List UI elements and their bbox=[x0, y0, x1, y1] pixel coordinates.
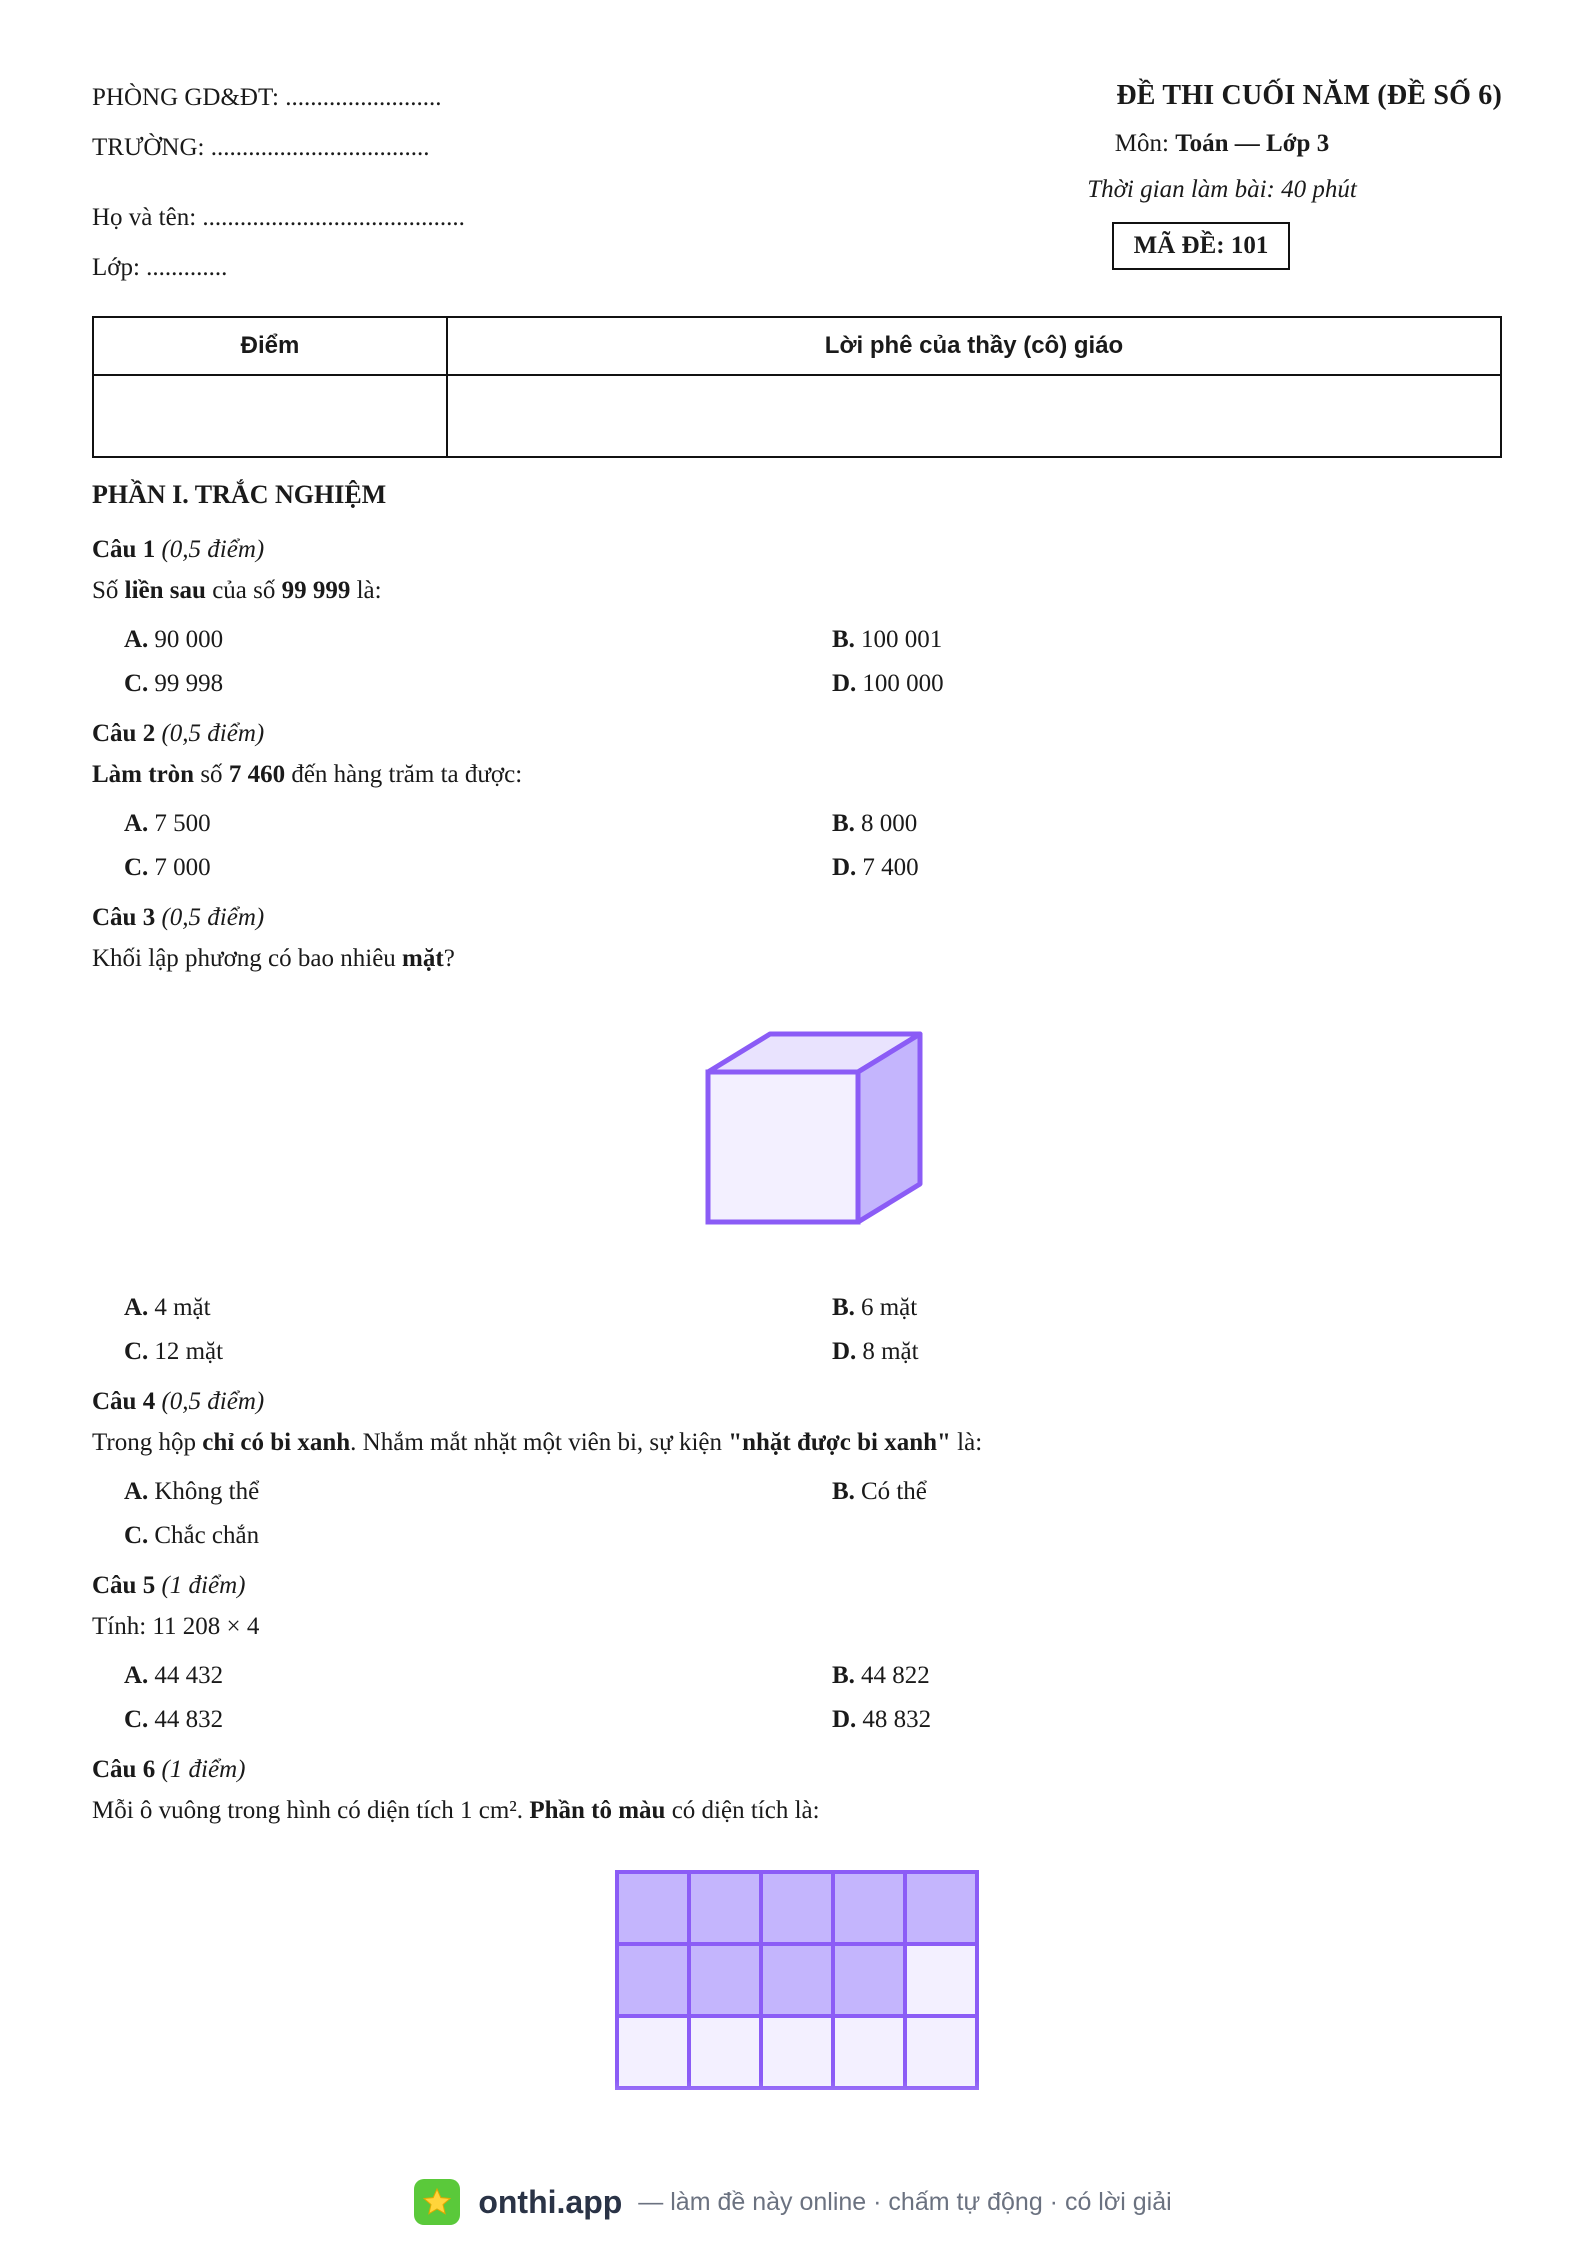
option-c[interactable]: C. 7 000 bbox=[124, 854, 211, 881]
grid-cell-empty bbox=[617, 2016, 689, 2088]
grid-cell-shaded bbox=[617, 1944, 689, 2016]
score-cell bbox=[93, 375, 447, 457]
option-b[interactable]: B. 6 mặt bbox=[832, 1294, 918, 1321]
option-c[interactable]: C. 12 mặt bbox=[124, 1338, 224, 1365]
grid-cell-shaded bbox=[689, 1872, 761, 1944]
area-grid bbox=[615, 1870, 979, 2090]
comment-cell bbox=[447, 375, 1501, 457]
cube-illustration bbox=[694, 1030, 934, 1230]
question-3-options bbox=[124, 1286, 1502, 1374]
grid-cell-empty bbox=[905, 2016, 977, 2088]
option-a[interactable]: A. 4 mặt bbox=[124, 1294, 211, 1321]
option-c[interactable]: C. Chắc chắn bbox=[124, 1522, 260, 1549]
question-6-header bbox=[92, 1750, 1502, 1790]
option-a[interactable]: A. Không thể bbox=[124, 1478, 260, 1505]
question-2-points: (0,5 điểm) bbox=[161, 720, 265, 747]
grid-cell-shaded bbox=[905, 1872, 977, 1944]
question-5-text: Tính: 11 208 × 4 bbox=[92, 1613, 260, 1640]
subject-line bbox=[942, 130, 1502, 158]
question-6-text: Mỗi ô vuông trong hình có diện tích 1 cm². Phần tô màu có diện tích là: bbox=[92, 1797, 820, 1824]
option-d[interactable]: D. 48 832 bbox=[832, 1706, 932, 1733]
class-line: Lớp: ............. bbox=[92, 254, 228, 281]
question-3-text: Khối lập phương có bao nhiêu mặt? bbox=[92, 945, 455, 972]
option-b[interactable]: B. 100 001 bbox=[832, 626, 943, 653]
question-3-label: Câu 3 bbox=[92, 904, 156, 931]
exam-title: ĐỀ THI CUỐI NĂM (ĐỀ SỐ 6) bbox=[1116, 80, 1502, 111]
comment-header: Lời phê của thầy (cô) giáo bbox=[447, 317, 1501, 375]
option-a[interactable]: A. 90 000 bbox=[124, 626, 224, 653]
dept-line: PHÒNG GD&ĐT: ......................... bbox=[92, 84, 442, 111]
cube-figure bbox=[92, 980, 1502, 1280]
duration: Thời gian làm bài: 40 phút bbox=[1087, 176, 1357, 203]
question-5-options bbox=[124, 1654, 1502, 1742]
footer-tagline: — làm đề này online · chấm tự động · có lời giải bbox=[638, 2187, 1172, 2216]
grid-cell-empty bbox=[905, 1944, 977, 2016]
footer-banner[interactable] bbox=[0, 2160, 1586, 2244]
grid-cell-shaded bbox=[833, 1872, 905, 1944]
question-3-points: (0,5 điểm) bbox=[161, 904, 265, 931]
question-5-points: (1 điểm) bbox=[161, 1572, 246, 1599]
question-2-label: Câu 2 bbox=[92, 720, 156, 747]
question-4-header bbox=[92, 1382, 1502, 1422]
exam-body bbox=[92, 480, 1502, 2170]
subject-value: Toán — Lớp 3 bbox=[1175, 130, 1330, 157]
question-1-label: Câu 1 bbox=[92, 536, 156, 563]
star-logo-icon bbox=[414, 2179, 460, 2225]
section-title: PHẦN I. TRẮC NGHIỆM bbox=[92, 480, 387, 509]
option-d[interactable]: D. 100 000 bbox=[832, 670, 944, 697]
question-4-options bbox=[124, 1470, 1502, 1558]
school-line: TRƯỜNG: ................................... bbox=[92, 134, 430, 161]
question-4-points: (0,5 điểm) bbox=[161, 1388, 265, 1415]
question-2-text: Làm tròn số 7 460 đến hàng trăm ta được: bbox=[92, 761, 523, 788]
grid-cell-shaded bbox=[833, 1944, 905, 2016]
grid-cell-shaded bbox=[689, 1944, 761, 2016]
option-a[interactable]: A. 44 432 bbox=[124, 1662, 224, 1689]
cube-front-face bbox=[708, 1072, 858, 1222]
question-6-label: Câu 6 bbox=[92, 1756, 156, 1783]
option-a[interactable]: A. 7 500 bbox=[124, 810, 211, 837]
grid-cell-shaded bbox=[761, 1872, 833, 1944]
option-d[interactable]: D. 8 mặt bbox=[832, 1338, 919, 1365]
grid-cell-shaded bbox=[761, 1944, 833, 2016]
question-1-header bbox=[92, 530, 1502, 570]
option-b[interactable]: B. Có thể bbox=[832, 1478, 927, 1505]
grid-cell-empty bbox=[833, 2016, 905, 2088]
question-2-options bbox=[124, 802, 1502, 890]
grid-cell-shaded bbox=[617, 1872, 689, 1944]
question-5-label: Câu 5 bbox=[92, 1572, 156, 1599]
subject-label: Môn: bbox=[1114, 130, 1169, 157]
question-4-label: Câu 4 bbox=[92, 1388, 156, 1415]
question-1-points: (0,5 điểm) bbox=[161, 536, 265, 563]
content-fade bbox=[0, 2080, 1586, 2170]
option-c[interactable]: C. 99 998 bbox=[124, 670, 224, 697]
option-c[interactable]: C. 44 832 bbox=[124, 1706, 224, 1733]
question-1-text: Số liền sau của số 99 999 là: bbox=[92, 577, 382, 604]
option-b[interactable]: B. 8 000 bbox=[832, 810, 918, 837]
question-5-header bbox=[92, 1566, 1502, 1606]
grid-cell-empty bbox=[689, 2016, 761, 2088]
exam-code-box: MÃ ĐỀ: 101 bbox=[1112, 222, 1291, 270]
question-6-points: (1 điểm) bbox=[161, 1756, 246, 1783]
score-table bbox=[92, 316, 1502, 458]
header-right bbox=[942, 80, 1502, 270]
question-3-header bbox=[92, 898, 1502, 938]
question-1-options bbox=[124, 618, 1502, 706]
question-2-header bbox=[92, 714, 1502, 754]
brand-name: onthi.app bbox=[478, 2183, 623, 2220]
score-header: Điểm bbox=[93, 317, 447, 375]
option-b[interactable]: B. 44 822 bbox=[832, 1662, 930, 1689]
question-4-text: Trong hộp chỉ có bi xanh. Nhắm mắt nhặt một viên bi, sự kiện "nhặt được bi xanh" là: bbox=[92, 1429, 983, 1456]
grid-cell-empty bbox=[761, 2016, 833, 2088]
option-d[interactable]: D. 7 400 bbox=[832, 854, 919, 881]
student-name-line: Họ và tên: .......................................... bbox=[92, 204, 465, 231]
